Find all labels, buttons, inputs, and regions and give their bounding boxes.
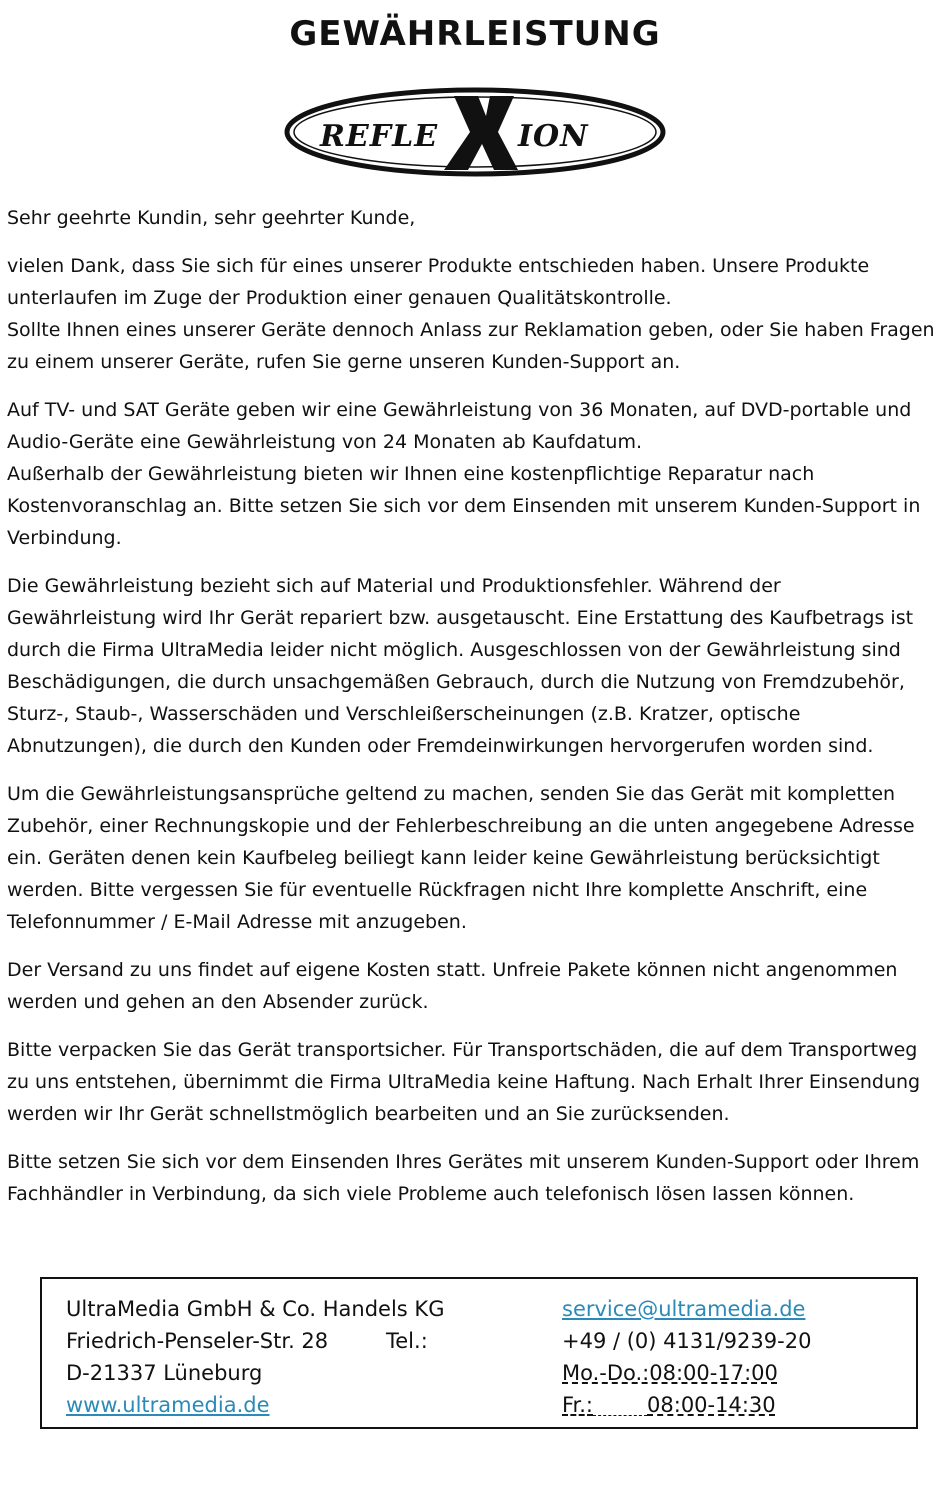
body-paragraph: [7, 394, 945, 554]
website-row: [66, 1389, 546, 1421]
paragraph-line: werden wir Ihr Gerät schnellstmöglich bearbeiten und an Sie zurücksenden.: [7, 1103, 730, 1125]
paragraph-line: Beschädigungen, die durch unsachgemäßen Gebrauch, durch die Nutzung von Fremdzubehör,: [7, 671, 905, 693]
paragraph-line: Bitte verpacken Sie das Gerät transportsicher. Für Transportschäden, die auf dem Transportweg: [7, 1039, 918, 1061]
body-paragraph: [7, 570, 945, 762]
letter-body: [7, 202, 945, 1226]
contact-box: [40, 1277, 918, 1429]
street: Friedrich-Penseler-Str. 28: [66, 1329, 329, 1353]
street-row: [66, 1325, 546, 1357]
hours-friday-label: Fr.:: [562, 1393, 594, 1417]
salutation: Sehr geehrte Kundin, sehr geehrter Kunde,: [7, 207, 416, 229]
paragraph-line: ein. Geräten denen kein Kaufbeleg beiliegt kann leider keine Gewährleistung berücksichtigt: [7, 847, 880, 869]
city: D-21337 Lüneburg: [66, 1361, 263, 1385]
paragraph-line: zu einem unserer Geräte, rufen Sie gerne unseren Kunden-Support an.: [7, 351, 681, 373]
paragraph-line: Der Versand zu uns findet auf eigene Kosten statt. Unfreie Pakete können nicht angenommen: [7, 959, 898, 981]
body-paragraph: [7, 954, 945, 1018]
paragraph-line: werden. Bitte vergessen Sie für eventuelle Rückfragen nicht Ihre komplette Anschrift, eine: [7, 879, 868, 901]
hours-friday-row: [562, 1389, 902, 1421]
hours-weekdays: Mo.-Do.:08:00-17:00: [562, 1361, 778, 1385]
paragraph-line: Kostenvoranschlag an. Bitte setzen Sie sich vor dem Einsenden mit unserem Kunden-Support in: [7, 495, 921, 517]
body-paragraph: [7, 250, 945, 378]
paragraph-line: Verbindung.: [7, 527, 122, 549]
page-title: GEWÄHRLEISTUNG: [289, 14, 661, 54]
paragraph-line: Gewährleistung wird Ihr Gerät repariert bzw. ausgetauscht. Eine Erstattung des Kaufbetrags ist: [7, 607, 914, 629]
paragraph-line: Zubehör, einer Rechnungskopie und der Fehlerbeschreibung an die unten angegebene Adresse: [7, 815, 915, 837]
company-name: UltraMedia GmbH & Co. Handels KG: [66, 1297, 445, 1321]
paragraph-line: Fachhändler in Verbindung, da sich viele Probleme auch telefonisch lösen lassen können.: [7, 1183, 855, 1205]
paragraph-line: Audio-Geräte eine Gewährleistung von 24 Monaten ab Kaufdatum.: [7, 431, 642, 453]
hours-weekdays-row: [562, 1357, 902, 1389]
reflexion-logo: [282, 82, 668, 182]
paragraph-line: werden und gehen an den Absender zurück.: [7, 991, 429, 1013]
hours-friday-spacer: [593, 1414, 647, 1416]
email-row: [562, 1293, 902, 1325]
paragraph-line: unterlaufen im Zuge der Produktion einer genauen Qualitätskontrolle.: [7, 287, 672, 309]
body-paragraph: [7, 1146, 945, 1210]
svg-text:ION: ION: [518, 119, 589, 154]
paragraph-line: Abnutzungen), die durch den Kunden oder Fremdeinwirkungen hervorgerufen worden sind.: [7, 735, 874, 757]
email-link[interactable]: service@ultramedia.de: [562, 1297, 806, 1321]
paragraph-line: Sollte Ihnen eines unserer Geräte dennoch Anlass zur Reklamation geben, oder Sie haben Fragen: [7, 319, 935, 341]
paragraph-list: [7, 250, 945, 1210]
paragraph-line: Telefonnummer / E-Mail Adresse mit anzugeben.: [7, 911, 467, 933]
tel-label: Tel.:: [386, 1329, 428, 1353]
paragraph-line: vielen Dank, dass Sie sich für eines unserer Produkte entschieden haben. Unsere Produkte: [7, 255, 870, 277]
paragraph-line: Die Gewährleistung bezieht sich auf Material und Produktionsfehler. Während der: [7, 575, 781, 597]
paragraph-line: Auf TV- und SAT Geräte geben wir eine Gewährleistung von 36 Monaten, auf DVD-portable und: [7, 399, 912, 421]
hours-friday-time: 08:00-14:30: [647, 1393, 776, 1417]
svg-text:REFLE: REFLE: [320, 119, 439, 154]
contact-details: [562, 1293, 902, 1421]
phone-number: +49 / (0) 4131/9239-20: [562, 1329, 812, 1353]
paragraph-line: Bitte setzen Sie sich vor dem Einsenden Ihres Gerätes mit unserem Kunden-Support oder Ihrem: [7, 1151, 920, 1173]
website-link[interactable]: www.ultramedia.de: [66, 1393, 270, 1417]
paragraph-line: zu uns entstehen, übernimmt die Firma UltraMedia keine Haftung. Nach Erhalt Ihrer Einsendung: [7, 1071, 921, 1093]
body-paragraph: [7, 1034, 945, 1130]
address-block: [66, 1293, 546, 1421]
paragraph-line: Außerhalb der Gewährleistung bieten wir Ihnen eine kostenpflichtige Reparatur nach: [7, 463, 815, 485]
paragraph-line: durch die Firma UltraMedia leider nicht möglich. Ausgeschlossen von der Gewährleistung sind: [7, 639, 901, 661]
paragraph-line: Sturz-, Staub-, Wasserschäden und Verschleißerscheinungen (z.B. Kratzer, optische: [7, 703, 801, 725]
body-paragraph: [7, 778, 945, 938]
paragraph-line: Um die Gewährleistungsansprüche geltend zu machen, senden Sie das Gerät mit kompletten: [7, 783, 896, 805]
